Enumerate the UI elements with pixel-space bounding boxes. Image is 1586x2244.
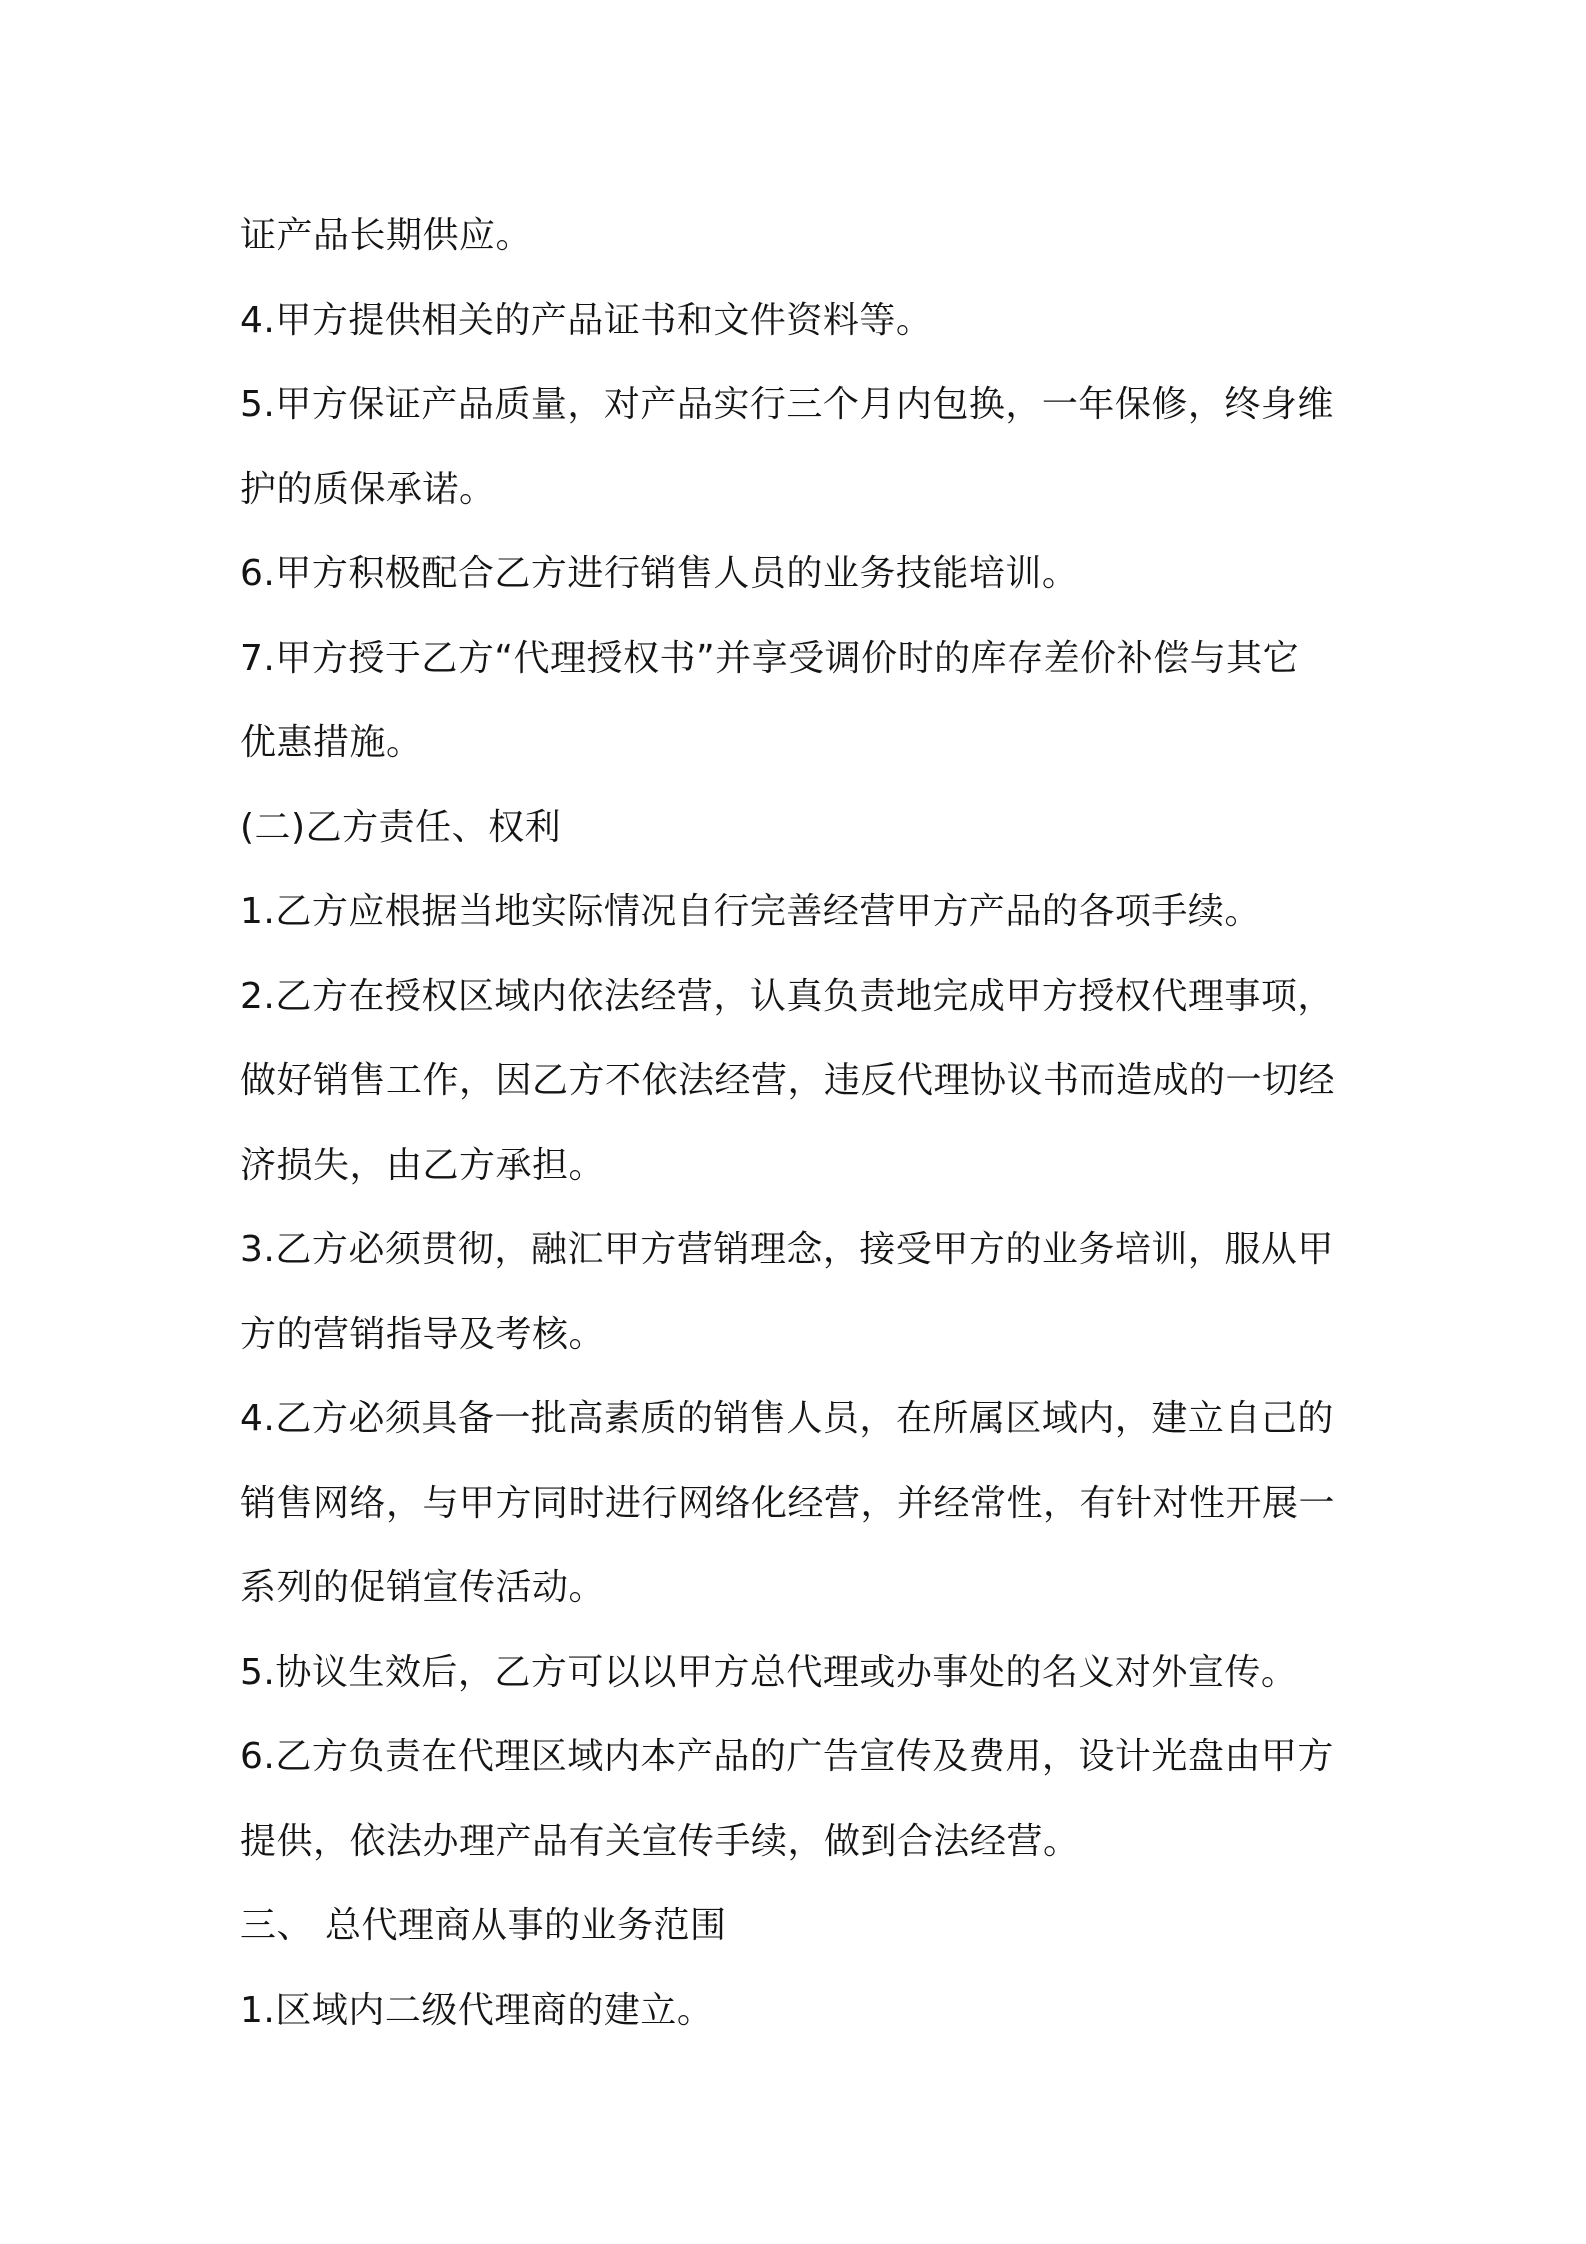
- section-heading: (二)乙方责任、权利: [240, 806, 562, 848]
- text-line: 1.区域内二级代理商的建立。: [240, 1989, 714, 2031]
- text-line: 优惠措施。: [240, 722, 423, 763]
- text-line: 6.乙方负责在代理区域内本产品的广告宣传及费用，设计光盘由甲方: [240, 1736, 1334, 1777]
- text-line: 护的质保承诺。: [240, 468, 496, 510]
- text-line: 做好销售工作，因乙方不依法经营，违反代理协议书而造成的一切经: [240, 1060, 1336, 1101]
- text-line: 7.甲方授于乙方“代理授权书”并享受调价时的库存差价补偿与其它: [240, 637, 1300, 679]
- text-line: 4.甲方提供相关的产品证书和文件资料等。: [240, 299, 933, 341]
- text-line: 证产品长期供应。: [240, 215, 533, 256]
- text-line: 3.乙方必须贯彻，融汇甲方营销理念，接受甲方的业务培训，服从甲: [240, 1229, 1334, 1270]
- text-line: 5.甲方保证产品质量，对产品实行三个月内包换，一年保修，终身维: [240, 384, 1334, 425]
- text-line: 方的营销指导及考核。: [240, 1313, 606, 1355]
- text-line: 济损失，由乙方承担。: [240, 1144, 606, 1186]
- text-line: 系列的促销宣传活动。: [240, 1567, 606, 1608]
- text-line: 提供，依法办理产品有关宣传手续，做到合法经营。: [240, 1820, 1080, 1862]
- text-line: 1.乙方应根据当地实际情况自行完善经营甲方产品的各项手续。: [240, 891, 1261, 932]
- text-line: 6.甲方积极配合乙方进行销售人员的业务技能培训。: [240, 553, 1079, 594]
- text-line: 4.乙方必须具备一批高素质的销售人员，在所属区域内，建立自己的: [240, 1398, 1334, 1439]
- text-line: 销售网络，与甲方同时进行网络化经营，并经常性，有针对性开展一: [240, 1482, 1336, 1524]
- text-line: 2.乙方在授权区域内依法经营，认真负责地完成甲方授权代理事项，: [240, 975, 1334, 1017]
- text-line: 5.协议生效后，乙方可以以甲方总代理或办事处的名义对外宣传。: [240, 1651, 1298, 1693]
- document-body: [240, 194, 1370, 2053]
- section-heading: 三、 总代理商从事的业务范围: [240, 1905, 727, 1946]
